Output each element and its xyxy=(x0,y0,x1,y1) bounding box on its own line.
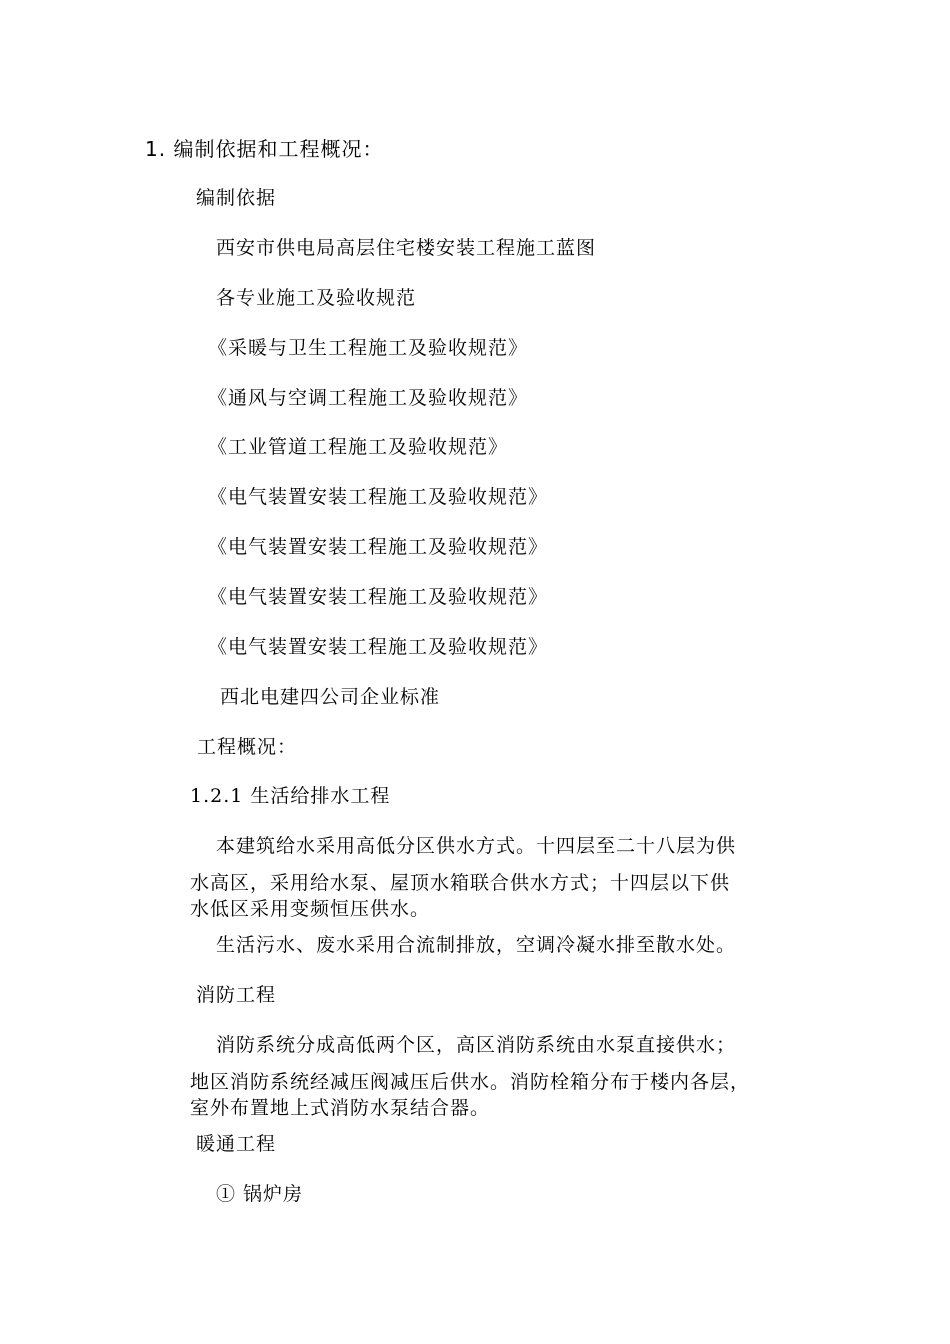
basis-item: 《采暖与卫生工程施工及验收规范》 xyxy=(208,337,529,359)
fire-paragraph-line: 消防系统分成高低两个区，高区消防系统由水泵直接供水； xyxy=(216,1034,737,1056)
drainage-paragraph: 生活污水、废水采用合流制排放，空调冷凝水排至散水处。 xyxy=(216,934,737,956)
basis-title: 编制依据 xyxy=(196,187,277,209)
water-title: 1.2.1 生活给排水工程 xyxy=(190,785,391,807)
basis-item: 《电气装置安装工程施工及验收规范》 xyxy=(208,586,549,608)
overview-title: 工程概况： xyxy=(197,736,298,758)
fire-paragraph-line: 室外布置地上式消防水泵结合器。 xyxy=(190,1097,491,1119)
fire-paragraph-line: 地区消防系统经减压阀减压后供水。消防栓箱分布于楼内各层， xyxy=(190,1071,751,1093)
boiler-room-item: ① 锅炉房 xyxy=(216,1183,304,1205)
water-paragraph-line: 本建筑给水采用高低分区供水方式。十四层至二十八层为供 xyxy=(216,835,737,857)
basis-item: 西北电建四公司企业标准 xyxy=(220,686,441,708)
water-paragraph-line: 水高区，采用给水泵、屋顶水箱联合供水方式；十四层以下供 xyxy=(190,872,731,894)
basis-item: 《电气装置安装工程施工及验收规范》 xyxy=(208,536,549,558)
basis-item: 《电气装置安装工程施工及验收规范》 xyxy=(208,636,549,658)
water-paragraph-line: 水低区采用变频恒压供水。 xyxy=(190,898,431,920)
fire-title: 消防工程 xyxy=(196,984,277,1006)
basis-item: 《通风与空调工程施工及验收规范》 xyxy=(208,387,529,409)
basis-item: 《工业管道工程施工及验收规范》 xyxy=(208,436,509,458)
hvac-title: 暖通工程 xyxy=(196,1133,277,1155)
basis-item: 各专业施工及验收规范 xyxy=(216,287,417,309)
basis-item: 西安市供电局高层住宅楼安装工程施工蓝图 xyxy=(216,237,597,259)
basis-item: 《电气装置安装工程施工及验收规范》 xyxy=(208,486,549,508)
section-heading: 1. 编制依据和工程概况： xyxy=(145,137,384,161)
